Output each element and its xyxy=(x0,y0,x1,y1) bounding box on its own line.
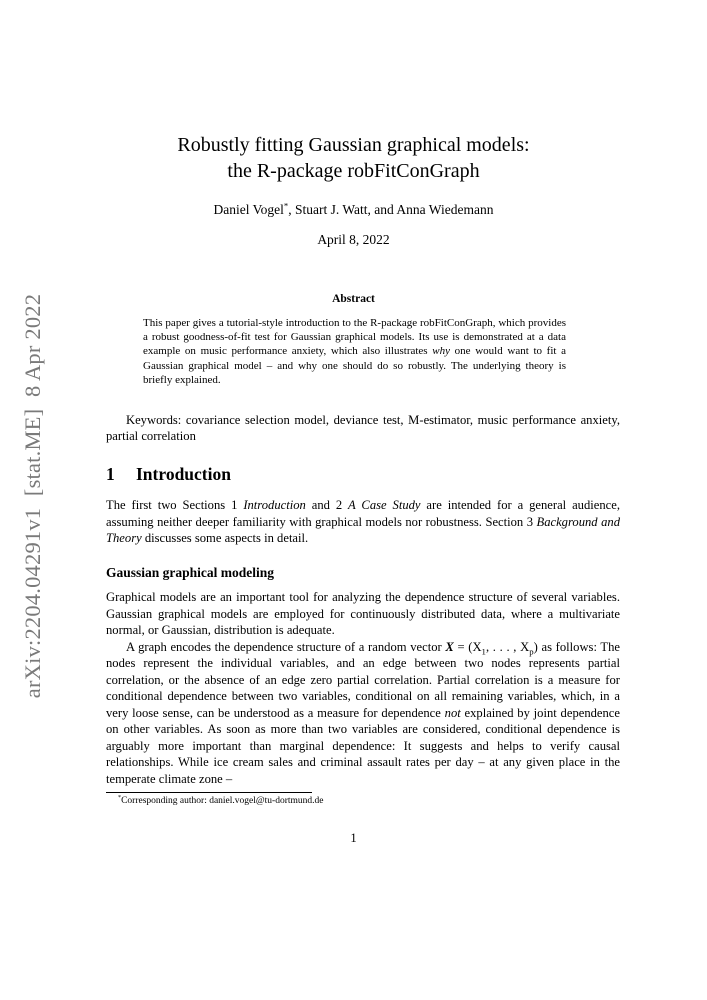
abstract-text-1: This paper gives a tutorial-style introduction to the R-package robFitConGraph, which provides a robust goodness-of-fit test for Gaussian graphical models. Its use is demonstrated at a data example on music performance anxiety, which also illustrates xyxy=(143,317,566,358)
para2-text-3: , . . . , X xyxy=(485,639,530,654)
para2-text-4: ) as follows: The nodes represent the individual variables, and an edge between two nodes represents partial correlation, or the absence of an edge zero partial correlation. Partial correlation is a measure for conditional dependence between two variables, conditional on all remaining variables, which, in a very loose sense, can be understood as a measure for dependence xyxy=(106,639,620,720)
paragraph-2 xyxy=(106,639,620,788)
author-footnote-mark: * xyxy=(283,200,289,211)
para2-text-2: = (X xyxy=(453,639,482,654)
keywords: Keywords: covariance selection model, deviance test, M-estimator, music performance anxiety, partial correlation xyxy=(106,413,620,444)
author-list xyxy=(0,202,707,218)
intro-text-3: are intended for a general audience, assuming neither deeper familiarity with graphical models nor robustness. Section 3 xyxy=(106,498,620,529)
page-number: 1 xyxy=(350,831,357,845)
intro-text-2: and 2 xyxy=(305,498,349,512)
section-title-text: Introduction xyxy=(136,464,231,484)
footnote-divider xyxy=(106,792,312,793)
body-text xyxy=(106,589,620,787)
footnote-text: Corresponding author: daniel.vogel@tu-dortmund.de xyxy=(121,796,324,806)
para2-italic: not xyxy=(444,705,461,720)
abstract-body xyxy=(143,316,566,387)
paper-title xyxy=(0,132,707,184)
subsection-heading: Gaussian graphical modeling xyxy=(106,565,275,580)
author-rest: , Stuart J. Watt, and Anna Wiedemann xyxy=(288,202,494,217)
title-line-2: the R-package robFitConGraph xyxy=(227,160,480,182)
paragraph-1: Graphical models are an important tool for analyzing the dependence structure of several variables. Gaussian graphical models are employed for continuously distributed data, where a multivariate normal, or Gaussian, distribution is adequate. xyxy=(106,590,620,637)
footnote xyxy=(118,796,323,806)
intro-paragraph xyxy=(106,497,620,547)
paper-date: April 8, 2022 xyxy=(317,232,390,247)
arxiv-stamp: arXiv:2204.04291v1 [stat.ME] 8 Apr 2022 xyxy=(20,293,45,699)
abstract-text-2: one would want to fit a Gaussian graphical model – and why one should do so robustly. The underlying theory is briefly explained. xyxy=(143,345,566,386)
abstract-italic: why xyxy=(432,345,450,358)
footnote-mark: * xyxy=(118,794,122,801)
para2-text-5: explained by joint dependence on other variables. As soon as more than two variables are considered, conditional dependence is arguably more important than marginal dependence: It suggests and helps to verify causal relationships. While ice cream sales and criminal assault rates per day – at any given place in the temperate climate zone – xyxy=(106,705,620,786)
author-first: Daniel Vogel xyxy=(213,202,284,217)
section-number: 1 xyxy=(106,464,115,484)
intro-italic-3: Background and Theory xyxy=(106,514,620,545)
subscript-p: p xyxy=(529,646,534,657)
subscript-1: 1 xyxy=(481,646,486,657)
random-vector-symbol: X xyxy=(445,639,454,654)
intro-text-1: The first two Sections 1 xyxy=(106,498,244,512)
intro-text-4: discusses some aspects in detail. xyxy=(141,531,309,545)
abstract-heading: Abstract xyxy=(332,293,375,305)
intro-italic-2: A Case Study xyxy=(348,498,421,512)
title-line-1: Robustly fitting Gaussian graphical models: xyxy=(177,134,530,156)
section-heading xyxy=(106,464,231,485)
intro-italic-1: Introduction xyxy=(243,498,306,512)
para2-text-1: A graph encodes the dependence structure of a random vector xyxy=(126,639,446,654)
